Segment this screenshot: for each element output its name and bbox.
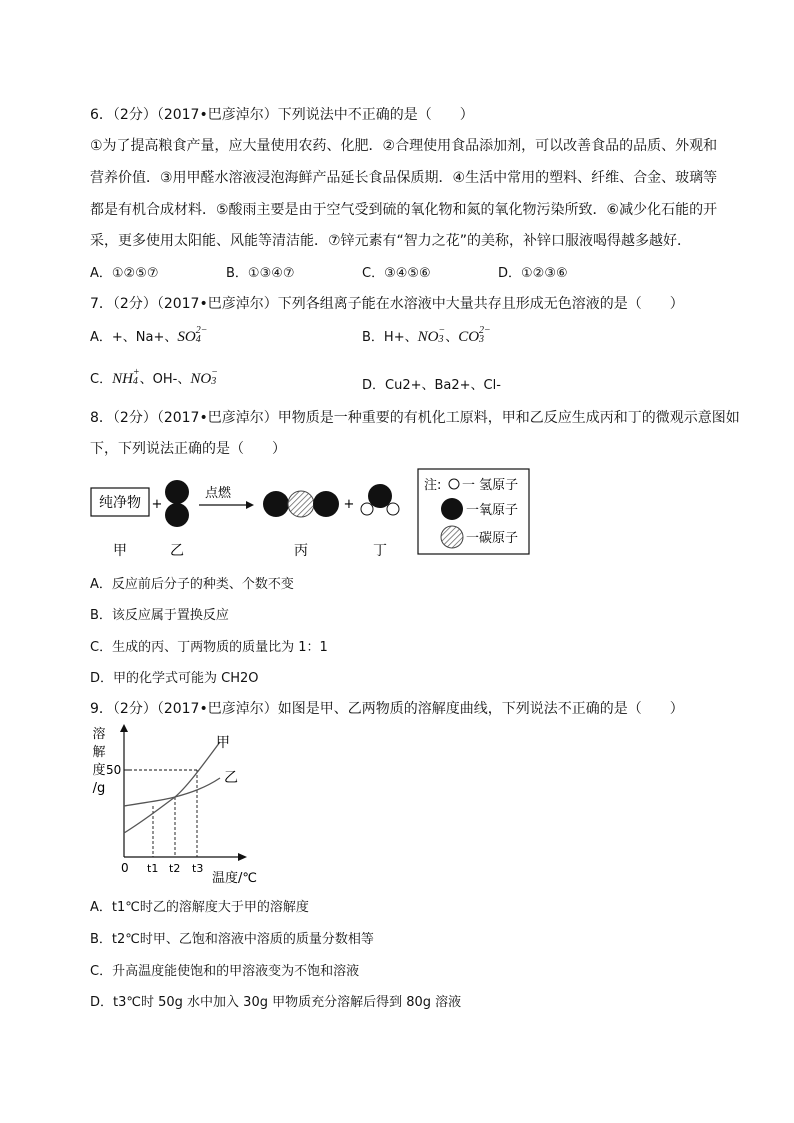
q6-header: 6．（2分）（2017•巴彦淖尔）下列说法中不正确的是（ ） [90, 107, 474, 123]
q7-a-sulfate: SO 2− 4 [177, 324, 208, 345]
oxygen-atom-icon [263, 491, 289, 517]
q7-c-prefix: C． [90, 372, 113, 387]
q8-option-d: D．甲的化学式可能为 CH2O [90, 671, 259, 686]
curve-yi [124, 778, 220, 806]
ylabel-char-4: /g [92, 781, 106, 796]
reactant-box-label: 纯净物 [99, 495, 141, 511]
plus-sign-1: + [151, 497, 163, 512]
q7-option-b [362, 326, 491, 347]
q6-option-b: B．①③④⑦ [226, 266, 295, 281]
hydrogen-atom-icon [449, 479, 459, 489]
q7-b-prefix: B．H+、 [362, 330, 418, 345]
legend-title: 注: [424, 478, 442, 493]
label-jia: 甲 [113, 543, 127, 559]
q9-header: 9．（2分）（2017•巴彦淖尔）如图是甲、乙两物质的溶解度曲线，下列说法不正确的是（ ） [90, 701, 684, 717]
curve-jia [124, 742, 220, 833]
y-axis-arrow-icon [120, 724, 128, 732]
ylabel-char-2: 解 [92, 745, 106, 760]
q7-c-mid: 、OH-、 [139, 372, 191, 387]
label-ding: 丁 [373, 543, 387, 559]
hydrogen-atom-icon [361, 503, 373, 515]
q8-header-line-2: 下，下列说法正确的是（ ） [90, 441, 286, 457]
q9-option-a: A．t1℃时乙的溶解度大于甲的溶解度 [90, 900, 309, 915]
q8-option-a: A．反应前后分子的种类、个数不变 [90, 577, 294, 592]
curve-label-yi: 乙 [224, 770, 238, 786]
q8-option-c: C．生成的丙、丁两物质的质量比为 1：1 [90, 640, 328, 655]
x-tick-t2: t2 [169, 862, 181, 875]
oxygen-atom-icon [165, 480, 189, 504]
arrow-label: 点燃 [204, 486, 232, 501]
q6-body-line-1: ①为了提高粮食产量，应大量使用农药、化肥．②合理使用食品添加剂，可以改善食品的品质、外观和 [90, 138, 718, 154]
label-yi: 乙 [170, 543, 184, 559]
ylabel-char-1: 溶 [92, 727, 106, 742]
oxygen-atom-icon [165, 503, 189, 527]
q8-option-b: B．该反应属于置换反应 [90, 608, 229, 623]
q6-body-line-3: 都是有机合成材料．⑤酸雨主要是由于空气受到硫的氧化物和氮的氧化物污染所致．⑥减少化石能的开 [90, 202, 718, 218]
q9-option-c: C．升高温度能使饱和的甲溶液变为不饱和溶液 [90, 964, 360, 979]
legend-oxygen: 一氧原子 [466, 503, 519, 518]
curve-label-jia: 甲 [216, 735, 230, 751]
q6-body-line-2: 营养价值．③用甲醛水溶液浸泡海鲜产品延长食品保质期．④生活中常用的塑料、纤维、合金、玻璃等 [90, 170, 718, 186]
q7-c-ammonium: NH + 4 [112, 366, 140, 387]
label-bing: 丙 [294, 543, 308, 559]
carbon-atom-icon [288, 491, 314, 517]
q7-b-nitrate: NO − 3 [417, 324, 446, 345]
q7-c-nitrate: NO − 3 [190, 366, 218, 387]
x-axis-arrow-icon [238, 853, 247, 861]
solubility-chart [0, 720, 794, 890]
oxygen-atom-icon [313, 491, 339, 517]
q6-option-c: C．③④⑤⑥ [362, 266, 431, 281]
hydrogen-atom-icon [387, 503, 399, 515]
q7-option-d: D．Cu2+、Ba2+、Cl- [362, 378, 501, 393]
q8-header-line-1: 8．（2分）（2017•巴彦淖尔）甲物质是一种重要的有机化工原料，甲和乙反应生成丙和丁的微观示意图如 [90, 410, 740, 426]
reaction-diagram [0, 462, 794, 562]
oxygen-atom-icon [368, 484, 392, 508]
q7-option-c [90, 368, 218, 389]
carbon-atom-icon [441, 526, 463, 548]
x-tick-t3: t3 [192, 862, 204, 875]
x-axis-label: 温度/℃ [212, 871, 257, 886]
origin-label: 0 [121, 861, 129, 875]
ylabel-char-3: 度 [92, 763, 106, 778]
plus-sign-2: + [343, 497, 355, 512]
q6-body-line-4: 采，更多使用太阳能、风能等清洁能．⑦锌元素有“智力之花”的美称，补锌口服液喝得越多越好． [90, 233, 692, 249]
x-tick-t1: t1 [147, 862, 159, 875]
q7-a-ions: +、Na+、 [111, 330, 178, 345]
q7-a-prefix: A． [90, 330, 112, 345]
legend-hydrogen: 一 氢原子 [462, 478, 519, 493]
q7-option-a [90, 326, 207, 347]
oxygen-atom-icon [441, 498, 463, 520]
q7-b-carbonate: CO 2− 3 [458, 324, 491, 345]
q7-header: 7．（2分）（2017•巴彦淖尔）下列各组离子能在水溶液中大量共存且形成无色溶液的是（ ） [90, 296, 684, 312]
q7-b-sep: 、 [445, 330, 459, 345]
q9-option-b: B．t2℃时甲、乙饱和溶液中溶质的质量分数相等 [90, 932, 374, 947]
q9-option-d: D．t3℃时 50g 水中加入 30g 甲物质充分溶解后得到 80g 溶液 [90, 995, 462, 1010]
q6-option-a: A．①②⑤⑦ [90, 266, 159, 281]
y-tick-50: 50 [106, 763, 122, 777]
q6-option-d: D．①②③⑥ [498, 266, 568, 281]
arrow-head-icon [246, 501, 254, 509]
legend-carbon: 一碳原子 [466, 531, 519, 546]
